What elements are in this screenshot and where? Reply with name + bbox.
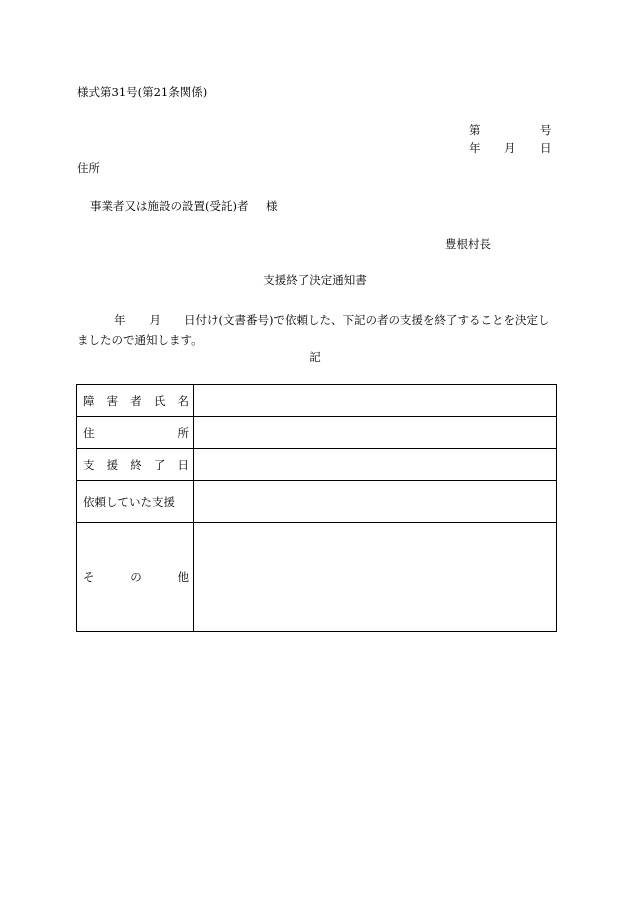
- issuer: 豊根村長: [445, 237, 491, 251]
- row-value: [194, 481, 557, 523]
- row-label-char: 名: [177, 393, 189, 408]
- table-row: [77, 385, 557, 417]
- table-row: [77, 417, 557, 449]
- row-label-char: そ: [83, 570, 95, 584]
- row-label: [77, 417, 194, 449]
- table-row: [77, 523, 557, 632]
- addressee-honorific: 様: [266, 199, 278, 213]
- doc-number-suffix: 号: [540, 123, 552, 137]
- record-table: [76, 384, 557, 632]
- row-label-char: 氏: [153, 393, 166, 408]
- row-value: [194, 449, 557, 481]
- row-label-char: 所: [177, 425, 189, 440]
- row-label: [77, 481, 194, 523]
- date-year-label: 年: [469, 141, 481, 155]
- row-label-char: 者: [130, 393, 142, 408]
- row-label-char: 害: [106, 393, 119, 408]
- date-day-label: 日: [540, 141, 552, 155]
- date-month-label: 月: [504, 141, 516, 155]
- address-label: 住所: [77, 161, 100, 175]
- row-value: [194, 523, 557, 632]
- ki-heading: 記: [309, 350, 321, 364]
- row-label-char: 障: [83, 393, 95, 408]
- row-value: [194, 417, 557, 449]
- body-text: 日付け(文書番号)で依頼した、下記の者の支援を終了することを決定しましたので通知します。: [77, 313, 550, 347]
- row-label-char: 終: [130, 457, 142, 472]
- doc-number-label: 第: [469, 123, 481, 137]
- row-label: [77, 449, 194, 481]
- table-row: [77, 481, 557, 523]
- row-label-char: 援: [106, 457, 119, 472]
- row-label-char: の: [130, 570, 142, 584]
- body-month-label: 月: [149, 313, 161, 327]
- document-title: 支援終了決定通知書: [263, 273, 367, 287]
- row-label: [77, 523, 194, 632]
- addressee-name: 事業者又は施設の設置(受託)者: [90, 199, 249, 213]
- form-number: 様式第31号(第21条関係): [77, 85, 208, 99]
- row-label-char: 支: [83, 457, 95, 472]
- row-value: [194, 385, 557, 417]
- table-row: [77, 449, 557, 481]
- body-year-label: 年: [114, 313, 126, 327]
- row-label-char: 住: [83, 425, 95, 440]
- row-label-char: 日: [177, 457, 189, 472]
- row-label-char: 他: [177, 570, 189, 584]
- row-label: [77, 385, 194, 417]
- body-paragraph: [77, 310, 557, 350]
- row-label-char: 依頼していた支援: [83, 494, 175, 509]
- row-label-char: 了: [153, 457, 166, 472]
